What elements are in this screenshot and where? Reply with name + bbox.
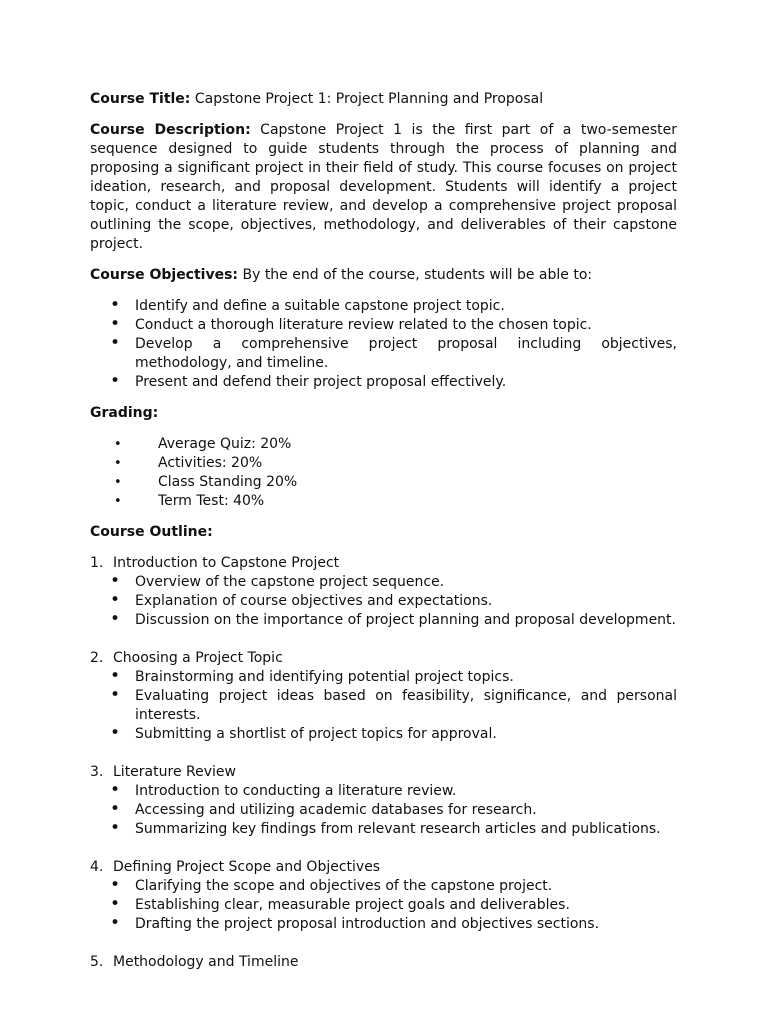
grading-item: • Activities: 20%: [90, 454, 677, 473]
course-objectives-intro: By the end of the course, students will be able to:: [238, 267, 593, 283]
outline-item: • Accessing and utilizing academic databases for research.: [90, 801, 677, 820]
grading-heading: [90, 404, 677, 423]
course-objectives-label: Course Objectives:: [90, 267, 239, 283]
outline-section-number: 5.: [90, 954, 104, 970]
objective-item: • Develop a comprehensive project proposal including objectives, methodology, and timeline.: [90, 335, 677, 373]
outline-section-heading: [90, 858, 677, 877]
outline-section-3: [90, 763, 677, 839]
outline-section-heading: [90, 554, 677, 573]
outline-section-title: Literature Review: [113, 764, 236, 780]
grading-list: [90, 435, 677, 511]
course-description-label: Course Description:: [90, 122, 251, 138]
document-page: [90, 90, 677, 991]
grading-label: Grading:: [90, 405, 159, 421]
objective-item: • Identify and define a suitable capstone project topic.: [90, 297, 677, 316]
grading-item: • Class Standing 20%: [90, 473, 677, 492]
outline-section-title: Introduction to Capstone Project: [113, 555, 340, 571]
outline-section-number: 4.: [90, 859, 104, 875]
course-objectives-heading: [90, 266, 677, 285]
outline-item: • Overview of the capstone project sequence.: [90, 573, 677, 592]
outline-item: • Evaluating project ideas based on feasibility, significance, and personal interests.: [90, 687, 677, 725]
objective-item: • Present and defend their project proposal effectively.: [90, 373, 677, 392]
outline-section-title: Defining Project Scope and Objectives: [113, 859, 381, 875]
outline-section-items: [90, 877, 677, 934]
outline-item: • Clarifying the scope and objectives of the capstone project.: [90, 877, 677, 896]
outline-item: • Establishing clear, measurable project goals and deliverables.: [90, 896, 677, 915]
outline-section-number: 2.: [90, 650, 104, 666]
course-title: [90, 90, 677, 109]
outline-section-items: [90, 573, 677, 630]
outline-section-items: [90, 668, 677, 744]
course-outline-heading: [90, 523, 677, 542]
outline-item: • Submitting a shortlist of project topics for approval.: [90, 725, 677, 744]
outline-section-heading: [90, 763, 677, 782]
outline-section-number: 3.: [90, 764, 104, 780]
outline-section-5: [90, 953, 677, 972]
course-title-label: Course Title:: [90, 91, 191, 107]
outline-section-heading: [90, 649, 677, 668]
outline-section-number: 1.: [90, 555, 104, 571]
outline-item: • Drafting the project proposal introduction and objectives sections.: [90, 915, 677, 934]
course-title-value: Capstone Project 1: Project Planning and Proposal: [190, 91, 544, 107]
outline-section-heading: [90, 953, 677, 972]
outline-section-items: [90, 782, 677, 839]
grading-item: • Term Test: 40%: [90, 492, 677, 511]
outline-section-title: Choosing a Project Topic: [113, 650, 283, 666]
grading-item: • Average Quiz: 20%: [90, 435, 677, 454]
outline-section-2: [90, 649, 677, 744]
outline-section-4: [90, 858, 677, 934]
outline-item: • Explanation of course objectives and expectations.: [90, 592, 677, 611]
course-description: [90, 121, 677, 254]
objective-item: • Conduct a thorough literature review related to the chosen topic.: [90, 316, 677, 335]
outline-item: • Introduction to conducting a literature review.: [90, 782, 677, 801]
outline-item: • Summarizing key findings from relevant research articles and publications.: [90, 820, 677, 839]
outline-section-1: [90, 554, 677, 630]
outline-item: • Discussion on the importance of project planning and proposal development.: [90, 611, 677, 630]
objectives-list: [90, 297, 677, 392]
outline-item: • Brainstorming and identifying potential project topics.: [90, 668, 677, 687]
course-description-text: Capstone Project 1 is the first part of a two-semester sequence designed to guide students through the process of planning and proposing a significant project in their field of study. This course focuses on project ideation, research, and proposal development. Students will identify a project topic, conduct a literature review, and develop a comprehensive project proposal outlining the scope, objectives, methodology, and deliverables of their capstone project.: [90, 122, 677, 252]
outline-section-title: Methodology and Timeline: [113, 954, 299, 970]
course-outline-label: Course Outline:: [90, 524, 213, 540]
